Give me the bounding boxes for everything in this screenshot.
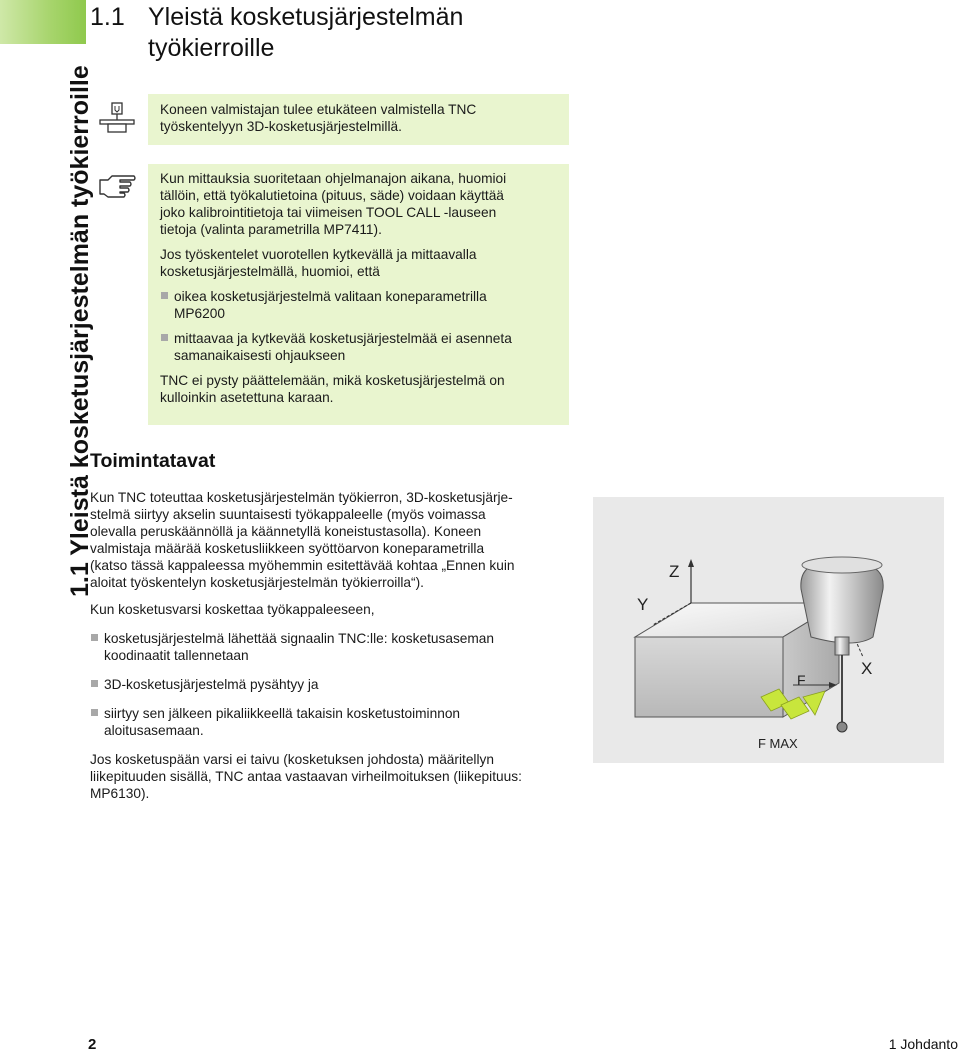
hint-bullet-item [160, 288, 565, 322]
hint-note-text [160, 170, 565, 406]
page-title [90, 2, 560, 64]
body-bullet-line: siirtyy sen jälkeen pikaliikkeellä takaisin kosketustoiminnon [104, 706, 461, 721]
hint-bullet-line: MP6200 [174, 306, 225, 321]
body-line: liikepituuden sisällä, TNC antaa vastaavan virheilmoituksen (liikepituus: [90, 769, 522, 784]
hint-line: kosketusjärjestelmällä, huomioi, että [160, 264, 380, 279]
body-bullet-line: koodinaatit tallennetaan [104, 648, 249, 663]
body-bullet-item [90, 705, 570, 739]
body-line: Kun TNC toteuttaa kosketusjärjestelmän työkierron, 3D-kosketusjärje- [90, 490, 513, 505]
body-bullet-line: kosketusjärjestelmä lähettää signaalin TNC:lle: kosketusaseman [104, 631, 495, 646]
title-line-1: Yleistä kosketusjärjestelmän [148, 3, 464, 31]
body-line: valmistaja määrää kosketusliikkeen syöttöarvon koneparametrilla [90, 541, 485, 556]
x-axis-label: X [861, 659, 873, 678]
body-line: (katso tässä kappaleessa myöhemmin esitettävää kohtaa „Ennen kuin [90, 558, 515, 573]
hint-line: Jos työskentelet vuorotellen kytkevällä ja mittaavalla [160, 247, 477, 262]
feed-label: F [797, 672, 806, 688]
body-line: aloitat työskentelyn kosketusjärjestelmän työkierroilla“). [90, 575, 424, 590]
hint-line: kulloinkin asetettuna karaan. [160, 390, 334, 405]
title-line-2: työkierroille [148, 34, 275, 62]
body-bullet-item [90, 630, 570, 664]
body-bullet-item [90, 676, 570, 693]
hint-line: tällöin, että työkalutietoina (pituus, säde) voidaan käyttää [160, 188, 504, 203]
body-bullet-line: aloitusasemaan. [104, 723, 204, 738]
hint-line: TNC ei pysty päättelemään, mikä kosketusjärjestelmä on [160, 373, 505, 388]
hint-bullet-line: samanaikaisesti ohjaukseen [174, 348, 346, 363]
rapid-feed-label: F MAX [758, 736, 798, 751]
manufacturer-note-line: työskentelyyn 3D-kosketusjärjestelmillä. [160, 119, 402, 134]
section-number: 1.1 [90, 3, 125, 31]
hint-bullet-line: mittaavaa ja kytkevää kosketusjärjestelmää ei asenneta [174, 331, 512, 346]
chapter-tab-marker [0, 0, 86, 44]
z-axis-label: Z [669, 562, 680, 581]
hint-line: joko kalibrointitietoja tai viimeisen TOOL CALL -lauseen [160, 205, 497, 220]
body-line: olevalla peruskäännöllä ja käännetyllä koneistustasolla). Koneen [90, 524, 482, 539]
chapter-footer: 1 Johdanto [888, 1036, 958, 1052]
hint-bullet-item [160, 330, 565, 364]
section-body [90, 489, 570, 802]
body-bullet-line: 3D-kosketusjärjestelmä pysähtyy ja [104, 677, 319, 692]
machine-manufacturer-icon [98, 102, 138, 141]
probe-illustration [593, 497, 944, 763]
pointing-hand-icon [98, 170, 138, 203]
manufacturer-note-text [160, 101, 565, 135]
section-heading: Toimintatavat [90, 450, 216, 472]
page-number: 2 [88, 1036, 97, 1053]
side-chapter-title: 1.1 Yleistä kosketusjärjestelmän työkierroille [66, 65, 94, 597]
body-line: Kun kosketusvarsi koskettaa työkappaleeseen, [90, 602, 375, 617]
hint-line: tietoja (valinta parametrilla MP7411). [160, 222, 382, 237]
hint-line: Kun mittauksia suoritetaan ohjelmanajon aikana, huomioi [160, 171, 507, 186]
body-line: MP6130). [90, 786, 150, 801]
body-line: stelmä siirtyy akselin suuntaisesti työkappaleelle (myös voimassa [90, 507, 486, 522]
manufacturer-note-line: Koneen valmistajan tulee etukäteen valmistella TNC [160, 102, 477, 117]
hint-bullet-line: oikea kosketusjärjestelmä valitaan koneparametrilla [174, 289, 487, 304]
body-line: Jos kosketuspään varsi ei taivu (kosketuksen johdosta) määritellyn [90, 752, 494, 767]
y-axis-label: Y [637, 595, 649, 614]
